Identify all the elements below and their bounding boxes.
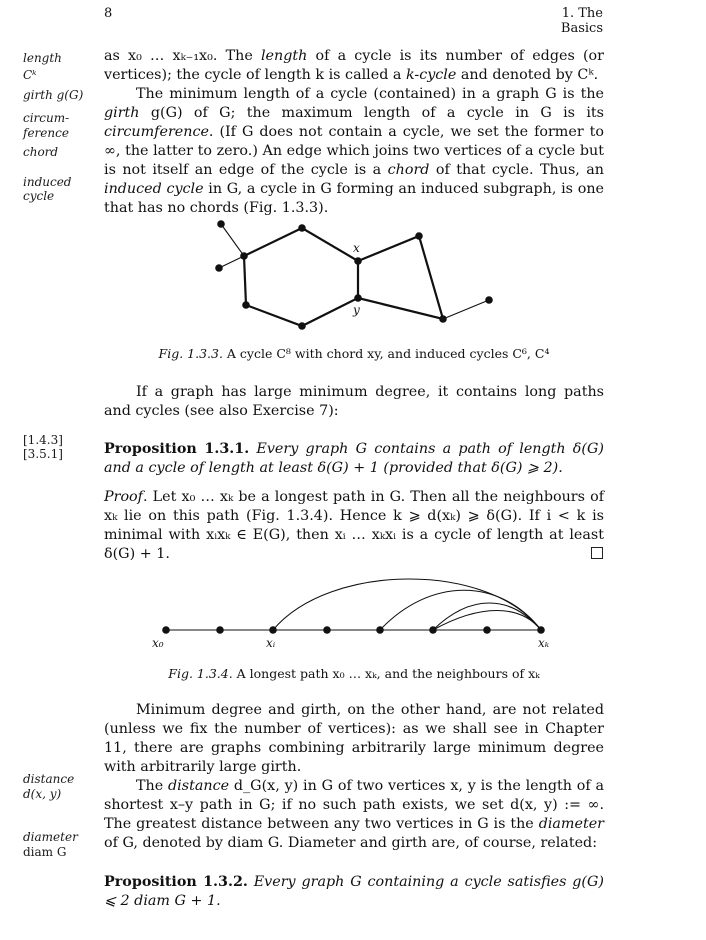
path-vertex [376, 626, 384, 634]
vertex [215, 264, 223, 272]
path-vertex [162, 626, 170, 634]
vertex [298, 322, 306, 330]
margin-note-circumference-2: ference [23, 126, 69, 140]
label-x: x [353, 241, 360, 255]
qed-symbol [591, 547, 603, 559]
label-xi: xᵢ [266, 636, 276, 650]
vertex [298, 224, 306, 232]
margin-ref-1: [1.4.3] [23, 433, 63, 447]
figure-1-3-4 [150, 572, 560, 654]
margin-note-distance-2: d(x, y) [23, 787, 62, 801]
margin-ref-2: [3.5.1] [23, 447, 63, 461]
paragraph-cycle-length: as x₀ … xₖ₋₁x₀. The length of a cycle is its number of edges (or vertices); the cycle of length k is called a k-cycle and denoted by Cᵏ. [104, 48, 604, 83]
caption-fig-1-3-4: Fig. 1.3.4. A longest path x₀ … xₖ, and the neighbours of xₖ [168, 666, 540, 681]
vertex [217, 220, 225, 228]
margin-note-ck: Cᵏ [23, 68, 37, 82]
path-vertex [269, 626, 277, 634]
margin-note-girth: girth g(G) [23, 88, 84, 102]
running-head: 1. The Basics [560, 6, 603, 36]
vertex [240, 252, 248, 260]
label-xk: xₖ [538, 636, 550, 650]
proposition-1-3-1: Proposition 1.3.1. Every graph G contains a path of length δ(G) and a cycle of length at least δ(G) + 1 (provided that δ(G) ⩾ 2). [104, 441, 604, 476]
vertex-y [354, 294, 362, 302]
vertex [485, 296, 493, 304]
label-y: y [353, 303, 360, 317]
path-vertex [483, 626, 491, 634]
label-x0: x₀ [152, 636, 164, 650]
vertex-x [354, 257, 362, 265]
caption-fig-1-3-3: Fig. 1.3.3. A cycle C⁸ with chord xy, and induced cycles C⁶, C⁴ [158, 346, 550, 361]
paragraph-min-degree-girth: Minimum degree and girth, on the other hand, are not related (unless we fix the number of vertices): as we shall see in Chapter 11, there are graphs combining arbitrarily large minimum degree with arbitrarily large girth. [104, 702, 604, 775]
margin-note-distance-1: distance [23, 772, 75, 786]
path-vertex [216, 626, 224, 634]
path-vertex [429, 626, 437, 634]
paragraph-min-degree: If a graph has large minimum degree, it contains long paths and cycles (see also Exercise 7): [104, 384, 604, 419]
proof: Proof. Let x₀ … xₖ be a longest path in G. Then all the neighbours of xₖ lie on this path (Fig. 1.3.4). Hence k ⩾ d(xₖ) ⩾ δ(G). If i < k is minimal with xᵢxₖ ∈ E(G), then xᵢ … xₖxᵢ is a cycle of length at least δ(G) + 1. [104, 489, 604, 562]
margin-note-length: length [23, 51, 62, 65]
margin-note-induced-1: induced [23, 175, 72, 189]
margin-note-diameter-1: diameter [23, 830, 78, 844]
vertex [439, 315, 447, 323]
vertex [415, 232, 423, 240]
margin-note-diameter-2: diam G [23, 845, 67, 859]
paragraph-girth-circumference: The minimum length of a cycle (contained) in a graph G is the girth g(G) of G; the maximum length of a cycle in G is its circumference. (If G does not contain a cycle, we set the former to ∞, the latter to zero.) An edge which joins two vertices of a cycle but is not itself an edge of the cycle is a chord of that cycle. Thus, an induced cycle in G, a cycle in G forming an induced subgraph, is one that has no chords (Fig. 1.3.3). [104, 86, 604, 216]
paragraph-distance-diameter: The distance d_G(x, y) in G of two vertices x, y is the length of a shortest x–y path in G; if no such path exists, we set d(x, y) := ∞. The greatest distance between any two vertices in G is the diameter of G, denoted by diam G. Diameter and girth are, of course, related: [104, 778, 604, 851]
path-vertex [537, 626, 545, 634]
proposition-1-3-2: Proposition 1.3.2. Every graph G containing a cycle satisfies g(G) ⩽ 2 diam G + 1. [104, 874, 604, 909]
margin-note-induced-2: cycle [23, 189, 55, 203]
path-vertex [323, 626, 331, 634]
margin-note-circumference-1: circum- [23, 111, 70, 125]
page-number: 8 [104, 6, 113, 21]
margin-note-chord: chord [23, 145, 59, 159]
figure-1-3-3 [200, 214, 510, 338]
vertex [242, 301, 250, 309]
